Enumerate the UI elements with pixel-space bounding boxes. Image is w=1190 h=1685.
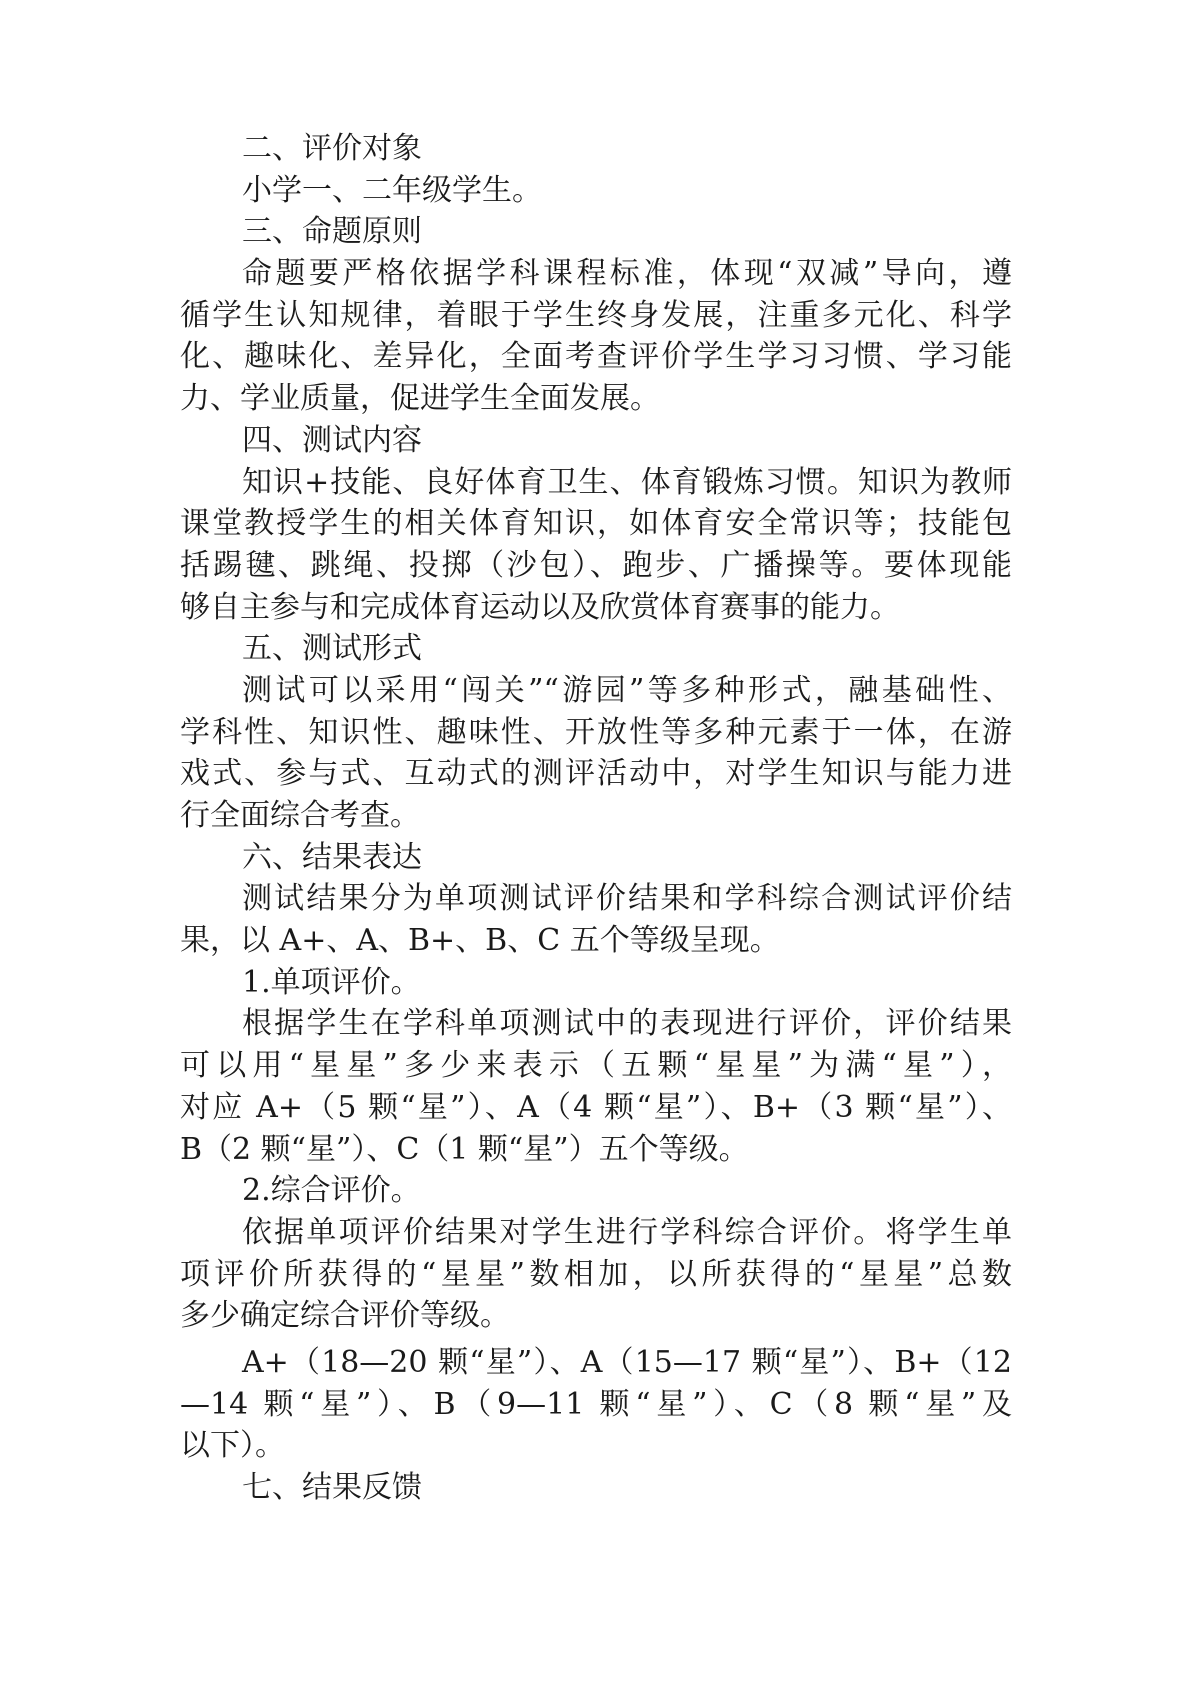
paragraph-line: 测试结果分为单项测试评价结果和学科综合测试评价结 <box>242 881 1012 917</box>
paragraph-line: 小学一、二年级学生。 <box>242 172 542 208</box>
paragraph-line: 测试可以采用“闯关”“游园”等多种形式，融基础性、 <box>242 672 1012 708</box>
paragraph-line: 课堂教授学生的相关体育知识，如体育安全常识等；技能包 <box>180 506 1012 542</box>
paragraph-line: 项评价所获得的“星星”数相加，以所获得的“星星”总数 <box>180 1256 1012 1292</box>
paragraph-line: 行全面综合考查。 <box>180 798 420 833</box>
paragraph-line: 够自主参与和完成体育运动以及欣赏体育赛事的能力。 <box>180 589 900 625</box>
document-body <box>180 128 1012 1509</box>
section-heading: 2.综合评价。 <box>242 1173 421 1209</box>
paragraph-line: 命题要严格依据学科课程标准，体现“双减”导向，遵 <box>242 256 1012 292</box>
paragraph-line: 括踢毽、跳绳、投掷（沙包）、跑步、广播操等。要体现能 <box>180 547 1012 583</box>
paragraph-line: A+（18—20 颗“星”）、A（15—17 颗“星”）、B+（12 <box>242 1344 1012 1380</box>
paragraph-line: 可以用“星星”多少来表示（五颗“星星”为满“星”）， <box>180 1048 1012 1084</box>
paragraph-line: 多少确定综合评价等级。 <box>180 1298 510 1334</box>
paragraph-line: —14 颗“星”）、B（9—11 颗“星”）、C（8 颗“星”及 <box>180 1386 1012 1422</box>
paragraph-line: 果，以 A+、A、B+、B、C 五个等级呈现。 <box>180 923 780 959</box>
section-heading: 五、测试形式 <box>242 631 422 667</box>
paragraph-line: 依据单项评价结果对学生进行学科综合评价。将学生单 <box>242 1214 1012 1250</box>
paragraph-line: 以下）。 <box>180 1428 285 1464</box>
section-heading: 七、结果反馈 <box>242 1470 422 1505</box>
paragraph-line: 戏式、参与式、互动式的测评活动中，对学生知识与能力进 <box>180 756 1012 792</box>
section-heading: 四、测试内容 <box>242 422 422 458</box>
paragraph-line: 循学生认知规律，着眼于学生终身发展，注重多元化、科学 <box>180 297 1012 333</box>
section-heading: 三、命题原则 <box>242 214 422 250</box>
paragraph-line: 根据学生在学科单项测试中的表现进行评价，评价结果 <box>242 1006 1012 1042</box>
paragraph-line: 力、学业质量，促进学生全面发展。 <box>180 381 660 417</box>
section-heading: 1.单项评价。 <box>242 964 421 1000</box>
section-heading: 六、结果表达 <box>242 839 422 875</box>
section-heading: 二、评价对象 <box>242 131 422 166</box>
paragraph-line: 对应 A+（5 颗“星”）、A（4 颗“星”）、B+（3 颗“星”）、 <box>180 1089 1012 1125</box>
paragraph-line: 学科性、知识性、趣味性、开放性等多种元素于一体，在游 <box>180 714 1012 750</box>
paragraph-line: 知识+技能、良好体育卫生、体育锻炼习惯。知识为教师 <box>242 464 1012 500</box>
paragraph-line: B（2 颗“星”）、C（1 颗“星”）五个等级。 <box>180 1131 749 1167</box>
paragraph-line: 化、趣味化、差异化，全面考查评价学生学习习惯、学习能 <box>180 339 1012 375</box>
